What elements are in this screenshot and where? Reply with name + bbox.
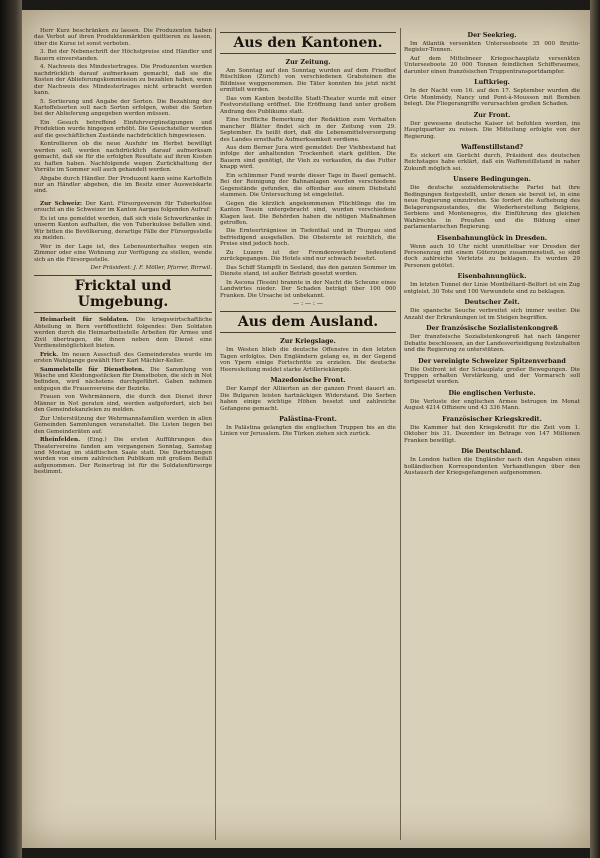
article-paragraph: Das Schiff Stampfli in Seeland, das den ganzen Sommer im Dienste stand, ist außer Betrieb gesetzt worden. — [220, 264, 396, 278]
notice-text: Der Kant. Fürsorgeverein für Tuberkulöse ersucht an die Schweizer im Kanton Aargau folgenden Aufruf: — [34, 200, 212, 214]
article-paragraph: Herr Kurz beschränken zu lassen. Die Produzenten haben das Verbot auf ihren Produktenmärkten quittieren zu lassen, über die Kurse ist sonst verboten. — [34, 28, 212, 47]
subheading: Eisenbahnunglück in Dresden. — [436, 233, 548, 242]
article-paragraph: Im Westen blieb die deutsche Offensive in den letzten Tagen erfolglos. Den Engländern gelang es, in der Gegend von Ypern einige Fortschritte zu erzielen. Die deutsche Heeresleitung meldet starke Artilleriekämpfe. — [220, 347, 396, 373]
local-news-paragraph — [34, 437, 212, 476]
article-paragraph: 3. Bei der Nebenschrift der Höchstpreise sind Händler und Bauern einverstanden. — [34, 49, 212, 62]
column-rule — [400, 28, 401, 840]
page-edge — [590, 0, 600, 858]
section-heading-fricktal: Fricktal und Umgebung. — [34, 275, 212, 313]
article-paragraph: Der französische Sozialistenkongreß hat nach längerer Debatte beschlossen, an der Landesverteidigung festzuhalten und die Regierung zu unterstützen. — [404, 334, 580, 354]
article-paragraph: Die Verluste der englischen Armee betrugen im Monat August 4214 Offiziere und 43 336 Mann. — [404, 398, 580, 412]
subheading: Mazedonische Front. — [270, 376, 346, 385]
article-paragraph: Eine treffliche Bemerkung der Redaktion zum Verhalten mancher Blätter findet sich in der Zeitung vom 29. September. Es heißt dort, daß die Lebensmittelversorgung des Landes ernsthafte Aufmerksamkeit verdiene. — [220, 117, 396, 143]
newspaper-page — [22, 10, 590, 848]
local-news-paragraph — [34, 394, 212, 413]
subheading: Der französische Sozialistenkongreß — [426, 324, 558, 333]
article-paragraph: Abgabe durch Händler. Der Produzent kann seine Kartoffeln nur an Händler abgeben, die im Besitz einer Ausweiskarte sind. — [34, 175, 212, 195]
article-paragraph: In der Nacht vom 16. auf den 17. September wurden die Orte Montmédy, Nancy und Pont-à-Mousson mit Bomben belegt. Die Fliegerangriffe verursachten großen Schaden. — [404, 88, 580, 108]
section-heading-ausland: Aus dem Ausland. — [220, 311, 396, 333]
article-paragraph: Der gewesene deutsche Kaiser ist befohlen worden, ins Hauptquartier zu reisen. Die Mitteilung erfolgte von der Regierung. — [404, 120, 580, 140]
article-paragraph: Es sickert ein Gerücht durch, Präsident des deutschen Reichstages habe erklärt, daß ein Waffenstillstand in naher Zukunft möglich sei. — [404, 152, 580, 172]
paragraph-lead: Frick. — [40, 351, 62, 358]
article-paragraph: Ein Gesuch betreffend Einfuhrvergünstigungen und Produktion wurde hingegen erhöht. Die Gesuchsteller werden auf die geschäftlichen Zustände nachdrücklich hingewiesen. — [34, 119, 212, 139]
subheading: Palästina-Front. — [279, 415, 337, 424]
paragraph-text: (Eing.) Die ersten Aufführungen des Theatervereins fanden am vergangenen Sonntag, Samstag und Montag im städtischen Saale statt. Die Darbietungen wurden von einem zahlreichen Publikum mit großem Beifall aufgenommen. Der Reinertrag ist für die Soldatenfürsorge bestimmt. — [34, 437, 212, 476]
article-paragraph: Die Ernteerträgnisse in Tiefenthal und in Thurgau sind befriedigend ausgefallen. Die Obsternte ist reichlich, die Preise sind jedoch hoch. — [220, 228, 396, 248]
book-gutter — [0, 0, 22, 858]
local-news-paragraph — [34, 317, 212, 349]
paragraph-text: Im neuen Ausschuß des Gemeinderates wurde im ersten Wahlgange gewählt Herr Karl Mächler-Keller. — [34, 351, 212, 365]
paragraph-text: Frauen von Wehrmännern, die durch den Dienst ihrer Männer in Not geraten sind, werden aufgefordert, sich bei den Gemeindekanzleien zu melden. — [34, 394, 212, 414]
paragraph-lead: Sammelstelle für Dienstboten. — [40, 366, 151, 373]
article-paragraph: Im letzten Tunnel der Linie Montbéliard–Belfort ist ein Zug entgleist. 30 Tote und 100 Verwundete sind zu beklagen. — [404, 282, 580, 295]
article-paragraph: Die deutsche sozialdemokratische Partei hat ihre Bedingungen festgestellt, unter denen sie bereit ist, in eine neue Regierung einzutreten. Sie fordert die Aufhebung des Belagerungszustandes, die Wiederherstellung Belgiens, Serbiens und Montenegros, die Einführung des gleichen Wahlrechts in Preußen und die Bildung einer parlamentarischen Regierung. — [404, 185, 580, 231]
article-paragraph: Es ist uns gemeldet worden, daß sich viele Schwerkranke in unserm Kanton aufhalten, die von Tuberkulose befallen sind. Wir bitten die Bevölkerung, derartige Fälle der Fürsorgestelle zu melden. — [34, 215, 212, 242]
column-rule — [215, 28, 216, 840]
article-paragraph: Gegen die kürzlich angekommenen Flüchtlinge die im Kanton Tessin untergebracht sind, wurden verschiedene Klagen laut. Die Behörden haben die nötigen Maßnahmen getroffen. — [220, 200, 396, 226]
article-paragraph: Der Kampf der Alliierten an der ganzen Front dauert an. Die Bulgaren leisten hartnäckigen Widerstand. Die Serben haben einige wichtige Höhen besetzt und zahlreiche Gefangene gemacht. — [220, 386, 396, 412]
paragraph-lead: Heimarbeit für Soldaten. — [40, 317, 136, 324]
local-news-paragraph — [34, 367, 212, 393]
top-paragraphs — [34, 28, 212, 195]
subheading: Deutscher Zeit. — [464, 298, 520, 307]
subheading: Zur Kriegslage. — [280, 337, 336, 346]
article-paragraph: Auf dem Mittelmeer Kriegsschauplatz versenkten Unterseeboote 20 000 Tonnen feindlichen Schiffsraumes, darunter einen französischen Truppentransportdampfer. — [404, 55, 580, 75]
notice-paragraph — [34, 201, 212, 214]
subheading: Die englischen Verluste. — [448, 388, 536, 397]
section-heading-kantonen: Aus den Kantonen. — [220, 32, 396, 54]
article-paragraph: Zu Luzern ist der Fremdenverkehr bedeutend zurückgegangen. Die Hotels sind nur schwach besetzt. — [220, 249, 396, 263]
article-paragraph: Im Atlantik versenkten Unterseeboote 35 000 Brutto-Register-Tonnen. — [404, 41, 580, 54]
article-paragraph: Die Ostfront ist der Schauplatz großer Bewegungen. Die Truppen erhalten Verstärkung, und der Vormarsch soll fortgesetzt werden. — [404, 366, 580, 386]
article-paragraph: 4. Nachweis des Mindestertrages. Die Produzenten werden nachdrücklich darauf aufmerksam gemacht, daß sie die Kosten der Ablieferungskommission zu bezahlen haben, wenn der Nachweis des Mindestertrages nicht erbracht werden kann. — [34, 64, 212, 97]
article-paragraph: Die spanische Seuche verbreitet sich immer weiter. Die Anzahl der Erkrankungen ist im Steigen begriffen. — [404, 308, 580, 321]
signature: Der Präsident: J. F. Möller, Pfarrer, Birrwil. — [90, 264, 212, 271]
article-paragraph: In London hatten die Engländer nach den Angaben eines holländischen Korrespondenten Verhandlungen über den Austausch der Kriegsgefangenen aufgenommen. — [404, 457, 580, 477]
subheading: Unsere Bedingungen. — [453, 175, 531, 184]
paragraph-lead: Rheinfelden. — [40, 437, 88, 444]
canton-news — [220, 68, 396, 299]
article-paragraph: Wenn auch 10 Uhr nicht unmittelbar vor Dresden der Personenzug mit einem Güterzuge zusammenstieß, so sind doch zahlreiche Verletzte zu beklagen. Es wurden 29 Personen getötet. — [404, 243, 580, 269]
subheading: Der vereinigte Schweizer Spitzenverband — [418, 356, 566, 365]
article-paragraph: Wer in der Lage ist, des Lebensunterhaltes wegen ein Zimmer oder eine Wohnung zur Verfügung zu stellen, wende sich an die Fürsorgestelle. — [34, 243, 212, 263]
divider: — : — : — — [293, 299, 323, 307]
local-news — [34, 317, 212, 475]
notice-lead: Zur Schweiz: — [40, 200, 82, 207]
subheading: Zur Zeitung. — [285, 58, 331, 66]
column-right — [404, 28, 580, 840]
article-paragraph: Am Sonntag auf den Sonntag wurden auf dem Friedhof Rüschlikon (Zürich) von verschiedenen Grabsteinen die Bildnisse weggenommen. Die Täter konnten bis jetzt nicht ermittelt werden. — [220, 68, 396, 94]
article-paragraph: Das vom Kanton bestellte Stadt-Theater wurde mit einer Festvorstellung eröffnet. Die Eröffnung fand unter großem Andrang des Publikums statt. — [220, 95, 396, 115]
article-paragraph: Kontrollieren ob die neue Ausfuhr im Herbst bewilligt werden soll, werden nachdrücklich darauf aufmerksam gemacht, daß sie für die erfolgten Resultate auf ihren Kosten zu haften haben. Nachfolgende wegen Zurückhaltung der Vorräte im Sommer soll auch gehandelt werden. — [34, 141, 212, 174]
subheading: Zur Front. — [473, 110, 511, 119]
subheading: Eisenbahnunglück. — [457, 272, 527, 281]
article-paragraph: Die Kammer hat den Kriegskredit für die Zeit vom 1. Oktober bis 31. Dezember im Betrage von 147 Millionen Franken bewilligt. — [404, 424, 580, 444]
subheading: Luftkrieg. — [474, 78, 510, 87]
column-middle — [220, 28, 396, 840]
subheading: Französischer Kriegskredit. — [442, 414, 542, 423]
article-paragraph: 5. Sortierung und Angabe der Sorten. Die Bezahlung der Kartoffelsorten soll nach Sorten erfolgen, wobei die Sorten bei der Ablieferung angegeben werden müssen. — [34, 98, 212, 118]
paragraph-text: Die kriegswirtschaftliche Abteilung in Bern veröffentlicht folgendes: Den Soldaten werden durch die Heimarbeitsstelle Arbeiten für Armee und Zivil übertragen, die ihnen neben dem Dienst eine Verdienstmöglichkeit bieten. — [34, 317, 212, 350]
subheading: Die Deutschland. — [461, 447, 523, 456]
article-body — [404, 41, 580, 75]
paragraph-text: Zur Unterstützung der Wehrmannsfamilien werden in allen Gemeinden Sammlungen veranstaltet. Die Listen liegen bei den Gemeinderäten auf. — [34, 415, 212, 435]
article-paragraph: In Ascona (Tessin) brannte in der Nacht die Scheune eines Landwirtes nieder. Der Schaden beträgt über 100 000 Franken. Die Ursache ist unbekannt. — [220, 279, 396, 299]
subheading: Der Seekrieg. — [467, 31, 517, 39]
article-paragraph: Aus dem Berner Jura wird gemeldet: Der Viehbestand hat infolge der anhaltenden Trockenheit stark gelitten. Die Bauern sind genötigt, ihr Vieh zu verkaufen, da das Futter knapp wird. — [220, 144, 396, 171]
local-news-paragraph — [34, 352, 212, 365]
subheading: Waffenstillstand? — [460, 142, 524, 151]
article-paragraph: Ein schlimmer Fund wurde dieser Tage in Basel gemacht. Bei der Reinigung der Bahnanlagen wurden verschiedene Gegenstände gefunden, die offenbar aus einem Diebstahl stammen. Die Untersuchung ist eingeleitet. — [220, 172, 396, 199]
article-paragraph: In Palästina gelangten die englischen Truppen bis an die Linien vor Jerusalem. Die Türken ziehen sich zurück. — [220, 425, 396, 438]
column-left — [34, 28, 212, 840]
local-news-paragraph — [34, 416, 212, 435]
paragraph-text: Die Sammlung von Wäsche und Kleidungsstücken für Dienstboten, die sich in Not befinden, wird nächstens durchgeführt. Gaben nehmen entgegen die Frauenvereine der Bezirke. — [34, 366, 212, 392]
notice-body — [34, 216, 212, 263]
